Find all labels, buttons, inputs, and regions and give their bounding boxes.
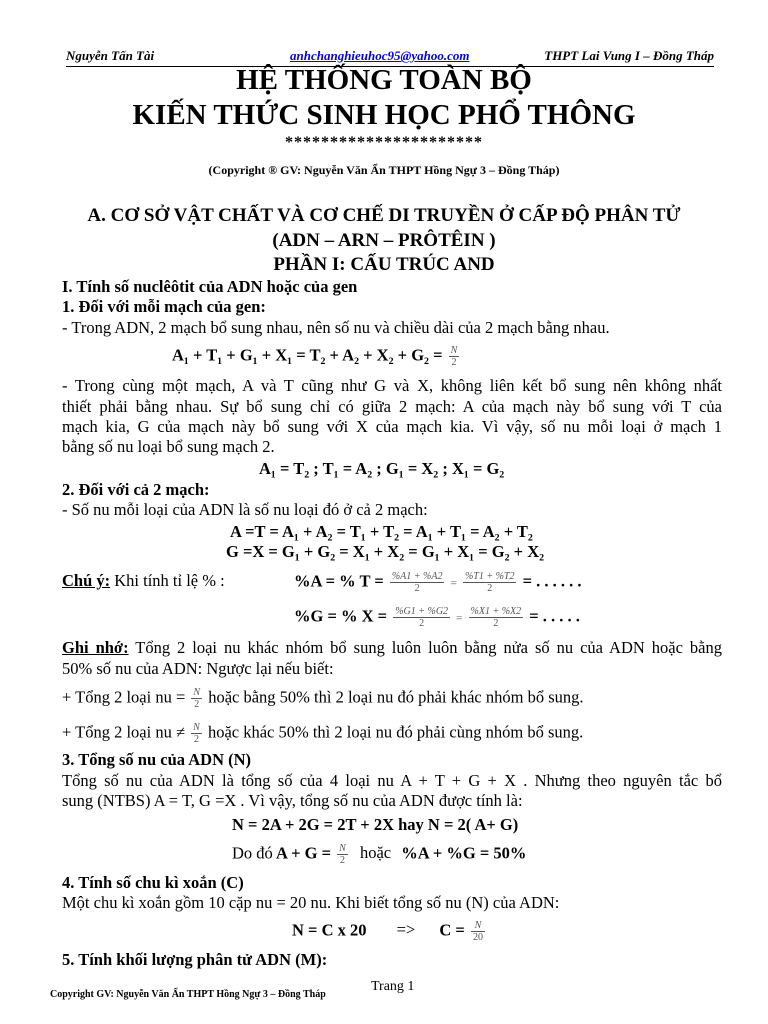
main-title-line1: HỆ THỐNG TOÀN BỘ	[236, 64, 532, 96]
note-label: Chú ý:	[62, 571, 111, 590]
fraction-denominator: 2	[451, 357, 457, 368]
paragraph-4: 50% số nu của ADN: Ngược lại nếu biết:	[62, 659, 334, 678]
formula-6: %G = % X = $\frac{\%G1 + \%G2}{2}$ = $\frac{\%X1 + \%X2}{2}$ = . . . . .	[294, 606, 580, 629]
formula-1	[172, 345, 461, 368]
note-line	[62, 571, 225, 591]
heading-2: 2. Đối với cả 2 mạch:	[62, 480, 210, 499]
formula-6-tail: = . . . . .	[529, 606, 580, 626]
fraction-denominator: 20	[472, 932, 483, 943]
heading-I: I. Tính số nuclêôtit của ADN hoặc của gen	[62, 277, 358, 296]
heading-1: 1. Đối với mỗi mạch của gen:	[62, 297, 266, 316]
page-number: Trang 1	[371, 979, 415, 994]
section-a-subheading: (ADN – ARN – PRÔTÊIN )	[272, 230, 496, 251]
fraction-denominator: 2	[419, 618, 425, 629]
heading-3: 3. Tổng số nu của ADN (N)	[62, 750, 252, 769]
fraction-numerator: %X1 + %X2	[470, 606, 522, 617]
fraction-numerator: N	[471, 920, 485, 932]
paragraph-5-fraction	[191, 687, 202, 710]
formula-3: A =T = A₁ + A₂ = T₁ + T₂ = A₁ + T₁ = A₂ + T₂	[230, 522, 533, 541]
formula-5-tail: = . . . . . .	[522, 571, 582, 591]
header-school: THPT Lai Vung I – Đồng Tháp	[544, 48, 714, 63]
paragraph-6-fraction	[191, 722, 202, 745]
paragraph-5	[62, 687, 722, 710]
heading-4: 4. Tính số chu kì xoắn (C)	[62, 873, 244, 892]
fraction-numerator: %A1 + %A2	[391, 571, 443, 582]
paragraph-8: Một chu kì xoắn gồm 10 cặp nu = 20 nu. Khi biết tổng số nu (N) của ADN:	[62, 893, 560, 912]
note-text: Khi tính tỉ lệ % :	[110, 571, 225, 590]
fraction-denominator: 2	[194, 699, 200, 710]
formula-9-b: C =	[439, 920, 465, 940]
fraction-denominator: 2	[414, 583, 420, 594]
formula-9-fraction	[471, 920, 485, 943]
fraction-numerator: N	[193, 687, 201, 698]
formula-8-fraction	[337, 843, 348, 866]
paragraph-2b: thiết phải bằng nhau. Sự bổ sung chỉ có giữa 2 mạch: A của mạch này bổ sung với T của	[62, 397, 722, 416]
part-heading: PHẦN I: CẤU TRÚC AND	[273, 254, 495, 275]
formula-2: A₁ = T₂ ; T₁ = A₂ ; G₁ = X₂ ; X₁ = G₂	[259, 459, 505, 478]
formula-1-fraction	[449, 345, 460, 368]
remember-text: Tổng 2 loại nu khác nhóm bổ sung luôn luôn bằng nửa số nu của ADN hoặc bằng	[128, 638, 722, 657]
fraction-denominator: 2	[493, 618, 499, 629]
title-separator: **********************	[285, 134, 483, 151]
header-author: Nguyễn Tấn Tài	[66, 48, 155, 63]
paragraph-2a: - Trong cùng một mạch, A và T cũng như G và X, không liên kết bổ sung nên không nhất	[62, 376, 722, 395]
formula-8-or: hoặc	[359, 843, 392, 863]
paragraph-5-pre: + Tổng 2 loại nu =	[62, 687, 186, 707]
fraction-denominator: 2	[487, 583, 493, 594]
fraction-numerator: N	[339, 843, 346, 854]
formula-9-arrow: =>	[396, 920, 416, 940]
fraction-denominator: 2	[193, 734, 199, 745]
paragraph-7a: Tổng số nu của ADN là tổng số của 4 loại nu A + T + G + X . Nhưng theo nguyên tắc bổ	[62, 771, 722, 790]
formula-8-mid: A + G =	[276, 843, 332, 863]
main-title-line2: KIẾN THỨC SINH HỌC PHỔ THÔNG	[132, 99, 636, 131]
paragraph-3: - Số nu mỗi loại của ADN là số nu loại đó ở cả 2 mạch:	[62, 500, 428, 519]
footer-copyright: Copyright GV: Nguyễn Văn Ẩn THPT Hồng Ngự 3 – Đồng Tháp	[50, 989, 326, 1000]
paragraph-6	[62, 722, 722, 745]
formula-8-post: %A + %G = 50%	[401, 843, 527, 863]
formula-7: N = 2A + 2G = 2T + 2X hay N = 2( A+ G)	[232, 815, 519, 834]
formula-5-fraction-a	[390, 571, 445, 594]
fraction-numerator: N	[450, 345, 458, 356]
remember-line	[62, 638, 722, 658]
formula-4: G =X = G₁ + G₂ = X₁ + X₂ = G₁ + X₁ = G₂ + X₂	[226, 542, 545, 561]
header-email-link[interactable]: anhchanghieuhoc95@yahoo.com	[290, 48, 470, 63]
formula-8-pre: Do đó	[232, 843, 273, 863]
remember-label: Ghi nhớ:	[62, 638, 129, 657]
section-a-heading: A. CƠ SỞ VẬT CHẤT VÀ CƠ CHẾ DI TRUYỀN Ở CẤP ĐỘ PHÂN TỬ	[87, 205, 681, 226]
copyright-note: (Copyright ® GV: Nguyễn Văn Ẩn THPT Hồng Ngự 3 – Đồng Tháp)	[208, 163, 560, 177]
fraction-numerator: %T1 + %T2	[464, 571, 515, 582]
formula-5: %A = % T = $\frac{\%A1 + \%A2}{2}$ = $\frac{\%T1 + \%T2}{2}$ = . . . . . .	[294, 571, 582, 594]
formula-6-lhs: %G = % X =	[294, 606, 388, 626]
fraction-numerator: N	[193, 722, 200, 733]
formula-6-fraction-a	[393, 606, 450, 629]
formula-6-fraction-b	[469, 606, 524, 629]
paragraph-7b: sung (NTBS) A = T, G =X . Vì vậy, tổng số nu của ADN được tính là:	[62, 791, 523, 810]
paragraph-1: - Trong ADN, 2 mạch bổ sung nhau, nên số nu và chiều dài của 2 mạch bằng nhau.	[62, 318, 610, 337]
paragraph-5-post: hoặc bằng 50% thì 2 loại nu đó phải khác nhóm bổ sung.	[208, 687, 584, 707]
heading-5: 5. Tính khối lượng phân tử ADN (M):	[62, 950, 328, 969]
formula-8	[232, 843, 526, 866]
paragraph-6-post: hoặc khác 50% thì 2 loại nu đó phải cùng nhóm bổ sung.	[207, 722, 584, 742]
formula-9-a: N = C x 20	[292, 920, 367, 940]
fraction-denominator: 2	[340, 855, 345, 866]
formula-5-fraction-b	[463, 571, 517, 594]
fraction-numerator: %G1 + %G2	[395, 606, 449, 617]
paragraph-2d: bằng số nu loại bổ sung mạch 2.	[62, 437, 275, 456]
paragraph-6-pre: + Tổng 2 loại nu ≠	[62, 722, 186, 742]
paragraph-2c: mạch kia, G của mạch này bổ sung với X của mạch kia. Vì vậy, số nu mỗi loại ở mạch 1	[62, 417, 722, 436]
formula-9	[292, 920, 487, 943]
formula-5-lhs: %A = % T =	[294, 571, 384, 591]
formula-1-text: A₁ + T₁ + G₁ + X₁ = T₂ + A₂ + X₂ + G₂ =	[172, 345, 443, 365]
